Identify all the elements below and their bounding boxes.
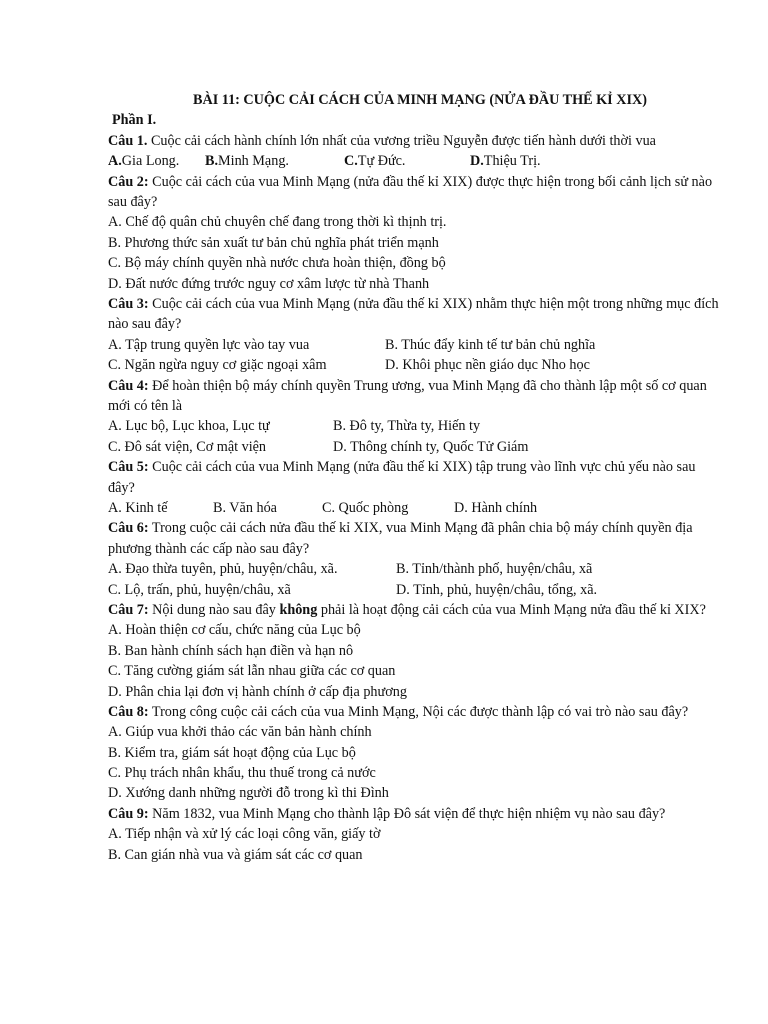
option-c: C. Đô sát viện, Cơ mật viện [108, 438, 267, 455]
question-8 [108, 702, 720, 804]
question-text: Nội dung nào sau đây [148, 601, 280, 618]
option-d: D. Tỉnh, phủ, huyện/châu, tổng, xã. [396, 581, 598, 598]
option-d: D. Đất nước đứng trước nguy cơ xâm lược từ nhà Thanh [108, 275, 430, 292]
option-a: A. Hoàn thiện cơ cấu, chức năng của Lục bộ [108, 622, 361, 639]
question-3 [108, 294, 720, 376]
option-text: Minh Mạng. [218, 153, 289, 170]
option-text: Gia Long. [121, 153, 180, 170]
options-row [108, 416, 720, 436]
question-text: phải là hoạt động cải cách của vua Minh Mạng nửa đầu thế kỉ XIX? [317, 601, 706, 618]
question-label: Câu 2: [108, 173, 149, 190]
option-letter: D. [470, 153, 484, 170]
option-a: A. Giúp vua khởi thảo các văn bản hành chính [108, 724, 372, 741]
option-a: A. Chế độ quân chủ chuyên chế đang trong thời kì thịnh trị. [108, 214, 447, 231]
question-4 [108, 376, 720, 458]
option-c: C. Ngăn ngừa nguy cơ giặc ngoại xâm [108, 357, 327, 374]
option-b: B. Văn hóa [213, 499, 277, 516]
option-d: D. Xướng danh những người đỗ trong kì thi Đình [108, 785, 389, 802]
option-a: A. Tập trung quyền lực vào tay vua [108, 336, 310, 353]
option-d: D. Phân chia lại đơn vị hành chính ở cấp địa phương [108, 683, 407, 700]
options-row [108, 355, 720, 375]
options-row [108, 437, 720, 457]
option-c: C. Phụ trách nhân khẩu, thu thuế trong cả nước [108, 765, 376, 782]
options-row [108, 580, 720, 600]
part-heading: Phần I. [112, 112, 157, 129]
option-b: B. Thúc đẩy kinh tế tư bản chủ nghĩa [385, 336, 596, 353]
question-2 [108, 172, 720, 294]
question-9 [108, 804, 720, 865]
option-text: Thiệu Trị. [483, 153, 541, 170]
option-a: A. Tiếp nhận và xử lý các loại công văn, giấy tờ [108, 826, 381, 843]
question-5 [108, 457, 720, 518]
question-text: Cuộc cải cách hành chính lớn nhất của vương triều Nguyễn được tiến hành dưới thời vua [147, 132, 656, 149]
options-row [108, 151, 720, 171]
option-a: A. Kinh tế [108, 499, 168, 516]
question-6 [108, 518, 720, 600]
question-label: Câu 8: [108, 703, 149, 720]
question-text: Trong công cuộc cải cách của vua Minh Mạng, Nội các được thành lập có vai trò nào sau đây? [148, 703, 689, 720]
question-text: Cuộc cải cách của vua Minh Mạng (nửa đầu thế kỉ XIX) nhằm thực hiện một trong những mục đích nào sau đây? [108, 295, 719, 333]
question-label: Câu 4: [108, 377, 149, 394]
option-c: C. Tăng cường giám sát lẫn nhau giữa các cơ quan [108, 663, 396, 680]
option-a: A. Đạo thừa tuyên, phủ, huyện/châu, xã. [108, 561, 338, 578]
options-row [108, 498, 720, 518]
question-label: Câu 7: [108, 601, 149, 618]
option-letter: C. [344, 153, 358, 170]
question-text: Cuộc cải cách của vua Minh Mạng (nửa đầu thế kỉ XIX) được thực hiện trong bối cảnh lịch sử nào sau đây? [108, 173, 713, 210]
option-letter: B. [205, 153, 219, 170]
question-label: Câu 9: [108, 805, 149, 822]
question-text: Để hoàn thiện bộ máy chính quyền Trung ương, vua Minh Mạng đã cho thành lập một số cơ quan mới có tên là [108, 377, 707, 414]
option-b: B. Tỉnh/thành phố, huyện/châu, xã [396, 561, 593, 578]
document-content [108, 90, 720, 865]
option-c: C. Bộ máy chính quyền nhà nước chưa hoàn thiện, đồng bộ [108, 255, 446, 272]
option-b: B. Ban hành chính sách hạn điền và hạn nô [108, 642, 354, 659]
question-label: Câu 1. [108, 132, 148, 149]
page-title: BÀI 11: CUỘC CẢI CÁCH CỦA MINH MẠNG (NỬA ĐẦU THẾ KỈ XIX) [192, 92, 647, 108]
question-text: Trong cuộc cải cách nửa đầu thế kỉ XIX, vua Minh Mạng đã phân chia bộ máy chính quyền địa phương thành các cấp nào sau đây? [108, 520, 693, 557]
question-1 [108, 131, 720, 172]
question-text: Cuộc cải cách của vua Minh Mạng (nửa đầu thế kỉ XIX) tập trung vào lĩnh vực chủ yếu nào sau đây? [108, 459, 696, 496]
options-row [108, 335, 720, 355]
option-d: D. Khôi phục nền giáo dục Nho học [385, 357, 590, 374]
question-text: Năm 1832, vua Minh Mạng cho thành lập Đô sát viện để thực hiện nhiệm vụ nào sau đây? [148, 805, 666, 822]
option-letter: A. [108, 153, 122, 170]
option-text: Tự Đức. [357, 153, 406, 170]
option-b: B. Phương thức sản xuất tư bản chủ nghĩa phát triển mạnh [108, 234, 439, 251]
question-label: Câu 3: [108, 295, 149, 312]
options-row [108, 559, 720, 579]
question-label: Câu 6: [108, 520, 149, 537]
question-7 [108, 600, 720, 702]
option-a: A. Lục bộ, Lục khoa, Lục tự [108, 418, 270, 435]
option-b: B. Can gián nhà vua và giám sát các cơ quan [108, 846, 363, 863]
option-b: B. Kiểm tra, giám sát hoạt động của Lục bộ [108, 744, 356, 761]
option-d: D. Thông chính ty, Quốc Tử Giám [333, 438, 529, 455]
option-c: C. Quốc phòng [322, 499, 409, 516]
option-d: D. Hành chính [454, 499, 538, 516]
question-emphasis: không [279, 601, 318, 618]
option-b: B. Đô ty, Thừa ty, Hiến ty [333, 418, 481, 435]
option-c: C. Lộ, trấn, phủ, huyện/châu, xã [108, 581, 291, 598]
question-label: Câu 5: [108, 459, 149, 476]
